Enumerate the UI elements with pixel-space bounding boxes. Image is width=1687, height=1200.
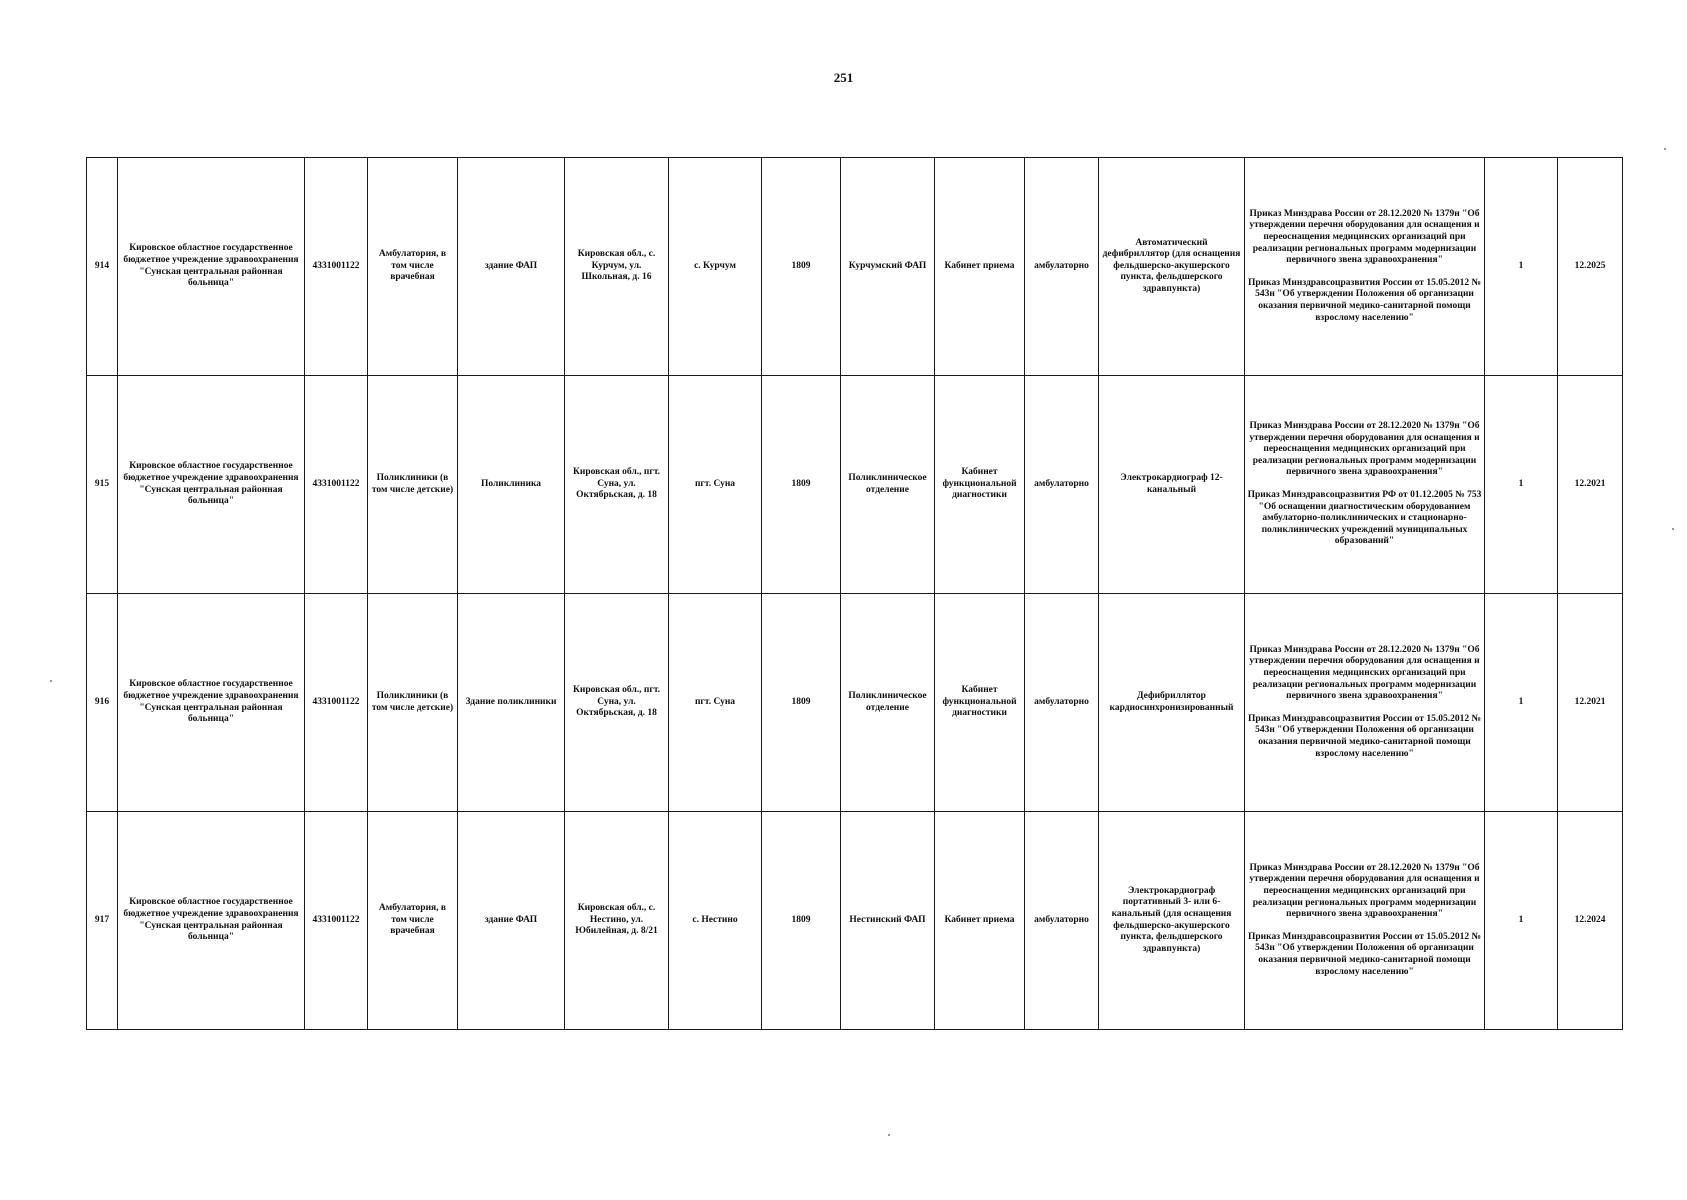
room-cell: Кабинет приема [935, 158, 1025, 376]
scan-speck [1664, 148, 1666, 150]
locality-cell: пгт. Суна [669, 376, 762, 594]
unit-cell: Поликлиническое отделение [841, 376, 935, 594]
order-text-2: Приказ Минздравсоцразвития России от 15.05.2012 № 543н "Об утверждении Положения об организации оказания первичной медико-санитарной помощи взрослому населению" [1247, 277, 1482, 323]
locality-cell: с. Курчум [669, 158, 762, 376]
unit-cell: Курчумский ФАП [841, 158, 935, 376]
room-cell: Кабинет функциональной диагностики [935, 376, 1025, 594]
facility-type-cell: Поликлиники (в том числе детские) [368, 376, 458, 594]
order-text-2: Приказ Минздравсоцразвития России от 15.05.2012 № 543н "Об утверждении Положения об организации оказания первичной медико-санитарной помощи взрослому населению" [1247, 931, 1482, 977]
building-cell: здание ФАП [458, 812, 565, 1030]
address-cell: Кировская обл., пгт. Суна, ул. Октябрьская, д. 18 [565, 376, 669, 594]
code-cell: 1809 [762, 158, 841, 376]
facility-type-cell: Амбулатория, в том числе врачебная [368, 812, 458, 1030]
code-cell: 1809 [762, 376, 841, 594]
building-cell: Здание поликлиники [458, 594, 565, 812]
quantity-cell: 1 [1485, 158, 1558, 376]
date-cell: 12.2021 [1558, 594, 1623, 812]
scan-speck [50, 680, 52, 682]
order-basis-cell [1245, 158, 1485, 376]
facility-type-cell: Амбулатория, в том числе врачебная [368, 158, 458, 376]
order-text-1: Приказ Минздрава России от 28.12.2020 № 1379н "Об утверждении перечня оборудования для оснащения и переоснащения медицинских организаций при реализации региональных программ модернизации первичного звена здравоохранения" [1249, 862, 1480, 920]
scan-speck [888, 1134, 890, 1136]
address-cell: Кировская обл., пгт. Суна, ул. Октябрьская, д. 18 [565, 594, 669, 812]
table-row [87, 158, 1623, 376]
inn-cell: 4331001122 [305, 594, 368, 812]
order-text-2: Приказ Минздравсоцразвития РФ от 01.12.2005 № 753 "Об оснащении диагностическим оборудованием амбулаторно-поликлинических и стационарно-поликлинических учреждений муниципальных образований" [1247, 490, 1482, 547]
date-cell: 12.2021 [1558, 376, 1623, 594]
room-cell: Кабинет приема [935, 812, 1025, 1030]
equipment-cell: Электрокардиограф портативный 3- или 6-канальный (для оснащения фельдшерско-акушерского пункта, фельдшерского здравпункта) [1099, 812, 1245, 1030]
care-mode-cell: амбулаторно [1025, 594, 1099, 812]
address-cell: Кировская обл., с. Курчум, ул. Школьная, д. 16 [565, 158, 669, 376]
code-cell: 1809 [762, 594, 841, 812]
quantity-cell: 1 [1485, 812, 1558, 1030]
unit-cell: Нестинский ФАП [841, 812, 935, 1030]
room-cell: Кабинет функциональной диагностики [935, 594, 1025, 812]
inn-cell: 4331001122 [305, 376, 368, 594]
care-mode-cell: амбулаторно [1025, 812, 1099, 1030]
order-basis-cell [1245, 376, 1485, 594]
order-basis-cell [1245, 594, 1485, 812]
order-basis-cell [1245, 812, 1485, 1030]
organization-cell: Кировское областное государственное бюджетное учреждение здравоохранения "Сунская центральная районная больница" [118, 376, 305, 594]
locality-cell: с. Нестино [669, 812, 762, 1030]
row-number: 917 [87, 812, 118, 1030]
order-text-1: Приказ Минздрава России от 28.12.2020 № 1379н "Об утверждении перечня оборудования для оснащения и переоснащения медицинских организаций при реализации региональных программ модернизации первичного звена здравоохранения" [1249, 208, 1480, 266]
table-row [87, 376, 1623, 594]
page-number: 251 [833, 70, 854, 85]
equipment-table [86, 157, 1623, 1030]
care-mode-cell: амбулаторно [1025, 376, 1099, 594]
order-text-1: Приказ Минздрава России от 28.12.2020 № 1379н "Об утверждении перечня оборудования для оснащения и переоснащения медицинских организаций при реализации региональных программ модернизации первичного звена здравоохранения" [1249, 644, 1480, 702]
order-text-2: Приказ Минздравсоцразвития России от 15.05.2012 № 543н "Об утверждении Положения об организации оказания первичной медико-санитарной помощи взрослому населению" [1247, 713, 1482, 759]
address-cell: Кировская обл., с. Нестино, ул. Юбилейная, д. 8/21 [565, 812, 669, 1030]
unit-cell: Поликлиническое отделение [841, 594, 935, 812]
inn-cell: 4331001122 [305, 158, 368, 376]
row-number: 915 [87, 376, 118, 594]
locality-cell: пгт. Суна [669, 594, 762, 812]
row-number: 914 [87, 158, 118, 376]
table-row [87, 594, 1623, 812]
equipment-cell: Электрокардиограф 12-канальный [1099, 376, 1245, 594]
quantity-cell: 1 [1485, 594, 1558, 812]
date-cell: 12.2025 [1558, 158, 1623, 376]
organization-cell: Кировское областное государственное бюджетное учреждение здравоохранения "Сунская центральная районная больница" [118, 158, 305, 376]
equipment-cell: Дефибриллятор кардиосинхронизированный [1099, 594, 1245, 812]
equipment-cell: Автоматический дефибриллятор (для оснащения фельдшерско-акушерского пункта, фельдшерского здравпункта) [1099, 158, 1245, 376]
row-number: 916 [87, 594, 118, 812]
order-text-1: Приказ Минздрава России от 28.12.2020 № 1379н "Об утверждении перечня оборудования для оснащения и переоснащения медицинских организаций при реализации региональных программ модернизации первичного звена здравоохранения" [1249, 421, 1480, 478]
care-mode-cell: амбулаторно [1025, 158, 1099, 376]
table-row [87, 812, 1623, 1030]
code-cell: 1809 [762, 812, 841, 1030]
organization-cell: Кировское областное государственное бюджетное учреждение здравоохранения "Сунская центральная районная больница" [118, 594, 305, 812]
inn-cell: 4331001122 [305, 812, 368, 1030]
facility-type-cell: Поликлиники (в том числе детские) [368, 594, 458, 812]
organization-cell: Кировское областное государственное бюджетное учреждение здравоохранения "Сунская центральная районная больница" [118, 812, 305, 1030]
building-cell: здание ФАП [458, 158, 565, 376]
building-cell: Поликлиника [458, 376, 565, 594]
date-cell: 12.2024 [1558, 812, 1623, 1030]
scan-speck [1672, 528, 1674, 530]
quantity-cell: 1 [1485, 376, 1558, 594]
